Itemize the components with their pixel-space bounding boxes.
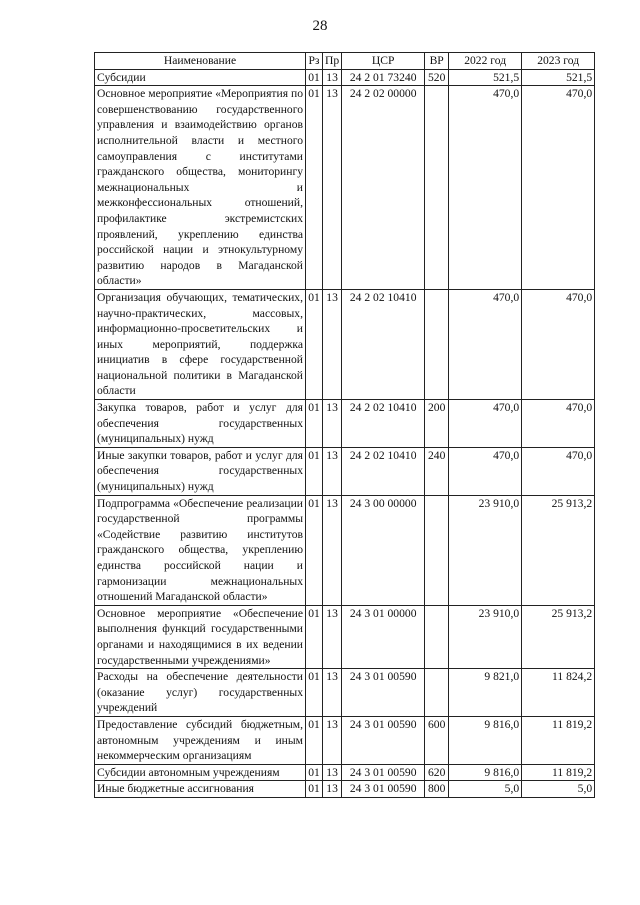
row-2023: 11 824,2 bbox=[522, 669, 595, 717]
header-vr: ВР bbox=[425, 53, 449, 70]
row-2022: 23 910,0 bbox=[449, 495, 522, 605]
header-name: Наименование bbox=[95, 53, 306, 70]
table-row bbox=[95, 289, 595, 399]
row-name: Основное мероприятие «Обеспечение выполнения функций государственными органами и находящимися в их ведении государственными учреждениями» bbox=[95, 605, 306, 668]
row-vr: 200 bbox=[425, 400, 449, 448]
row-vr: 240 bbox=[425, 447, 449, 495]
row-2022: 470,0 bbox=[449, 86, 522, 290]
row-rz: 01 bbox=[306, 764, 323, 781]
row-vr bbox=[425, 289, 449, 399]
table-row bbox=[95, 669, 595, 717]
row-csr: 24 3 01 00590 bbox=[342, 764, 425, 781]
row-pr: 13 bbox=[323, 605, 342, 668]
row-2023: 25 913,2 bbox=[522, 605, 595, 668]
row-2023: 5,0 bbox=[522, 781, 595, 798]
table-row bbox=[95, 495, 595, 605]
row-pr: 13 bbox=[323, 400, 342, 448]
header-rz: Рз bbox=[306, 53, 323, 70]
row-2023: 470,0 bbox=[522, 289, 595, 399]
row-vr bbox=[425, 605, 449, 668]
row-pr: 13 bbox=[323, 86, 342, 290]
row-vr: 520 bbox=[425, 69, 449, 86]
table-row bbox=[95, 86, 595, 290]
row-vr bbox=[425, 495, 449, 605]
row-2023: 470,0 bbox=[522, 400, 595, 448]
table-row bbox=[95, 781, 595, 798]
row-pr: 13 bbox=[323, 289, 342, 399]
row-name: Субсидии автономным учреждениям bbox=[95, 764, 306, 781]
row-2023: 11 819,2 bbox=[522, 764, 595, 781]
row-2022: 470,0 bbox=[449, 289, 522, 399]
header-csr: ЦСР bbox=[342, 53, 425, 70]
budget-table bbox=[94, 52, 595, 798]
table-row bbox=[95, 716, 595, 764]
row-csr: 24 3 01 00590 bbox=[342, 781, 425, 798]
row-2022: 23 910,0 bbox=[449, 605, 522, 668]
row-vr: 800 bbox=[425, 781, 449, 798]
row-2023: 521,5 bbox=[522, 69, 595, 86]
row-2022: 9 816,0 bbox=[449, 764, 522, 781]
row-rz: 01 bbox=[306, 447, 323, 495]
row-name: Закупка товаров, работ и услуг для обеспечения государственных (муниципальных) нужд bbox=[95, 400, 306, 448]
row-name: Иные бюджетные ассигнования bbox=[95, 781, 306, 798]
row-2022: 9 816,0 bbox=[449, 716, 522, 764]
row-name: Подпрограмма «Обеспечение реализации государственной программы «Содействие развитию институтов гражданского общества, укреплению единства российской нации и гармонизации межнациональных отношений Магаданской области» bbox=[95, 495, 306, 605]
row-name: Организация обучающих, тематических, научно-практических, массовых, информационно-просветительских и иных мероприятий, поддержка инициатив в сфере государственной национальной политики в Магаданской области bbox=[95, 289, 306, 399]
row-csr: 24 2 02 10410 bbox=[342, 400, 425, 448]
row-rz: 01 bbox=[306, 716, 323, 764]
row-rz: 01 bbox=[306, 69, 323, 86]
row-pr: 13 bbox=[323, 716, 342, 764]
row-csr: 24 3 01 00590 bbox=[342, 716, 425, 764]
row-name: Иные закупки товаров, работ и услуг для обеспечения государственных (муниципальных) нужд bbox=[95, 447, 306, 495]
row-pr: 13 bbox=[323, 781, 342, 798]
row-2022: 470,0 bbox=[449, 447, 522, 495]
table-row bbox=[95, 400, 595, 448]
row-name: Предоставление субсидий бюджетным, автономным учреждениям и иным некоммерческим организациям bbox=[95, 716, 306, 764]
row-csr: 24 3 01 00000 bbox=[342, 605, 425, 668]
row-rz: 01 bbox=[306, 669, 323, 717]
row-2023: 470,0 bbox=[522, 86, 595, 290]
table-header-row bbox=[95, 53, 595, 70]
row-rz: 01 bbox=[306, 495, 323, 605]
row-vr: 620 bbox=[425, 764, 449, 781]
row-csr: 24 2 02 10410 bbox=[342, 447, 425, 495]
table-row bbox=[95, 69, 595, 86]
row-2022: 521,5 bbox=[449, 69, 522, 86]
row-2022: 5,0 bbox=[449, 781, 522, 798]
table-row bbox=[95, 764, 595, 781]
row-2023: 470,0 bbox=[522, 447, 595, 495]
row-rz: 01 bbox=[306, 400, 323, 448]
table-row bbox=[95, 447, 595, 495]
row-rz: 01 bbox=[306, 289, 323, 399]
row-rz: 01 bbox=[306, 86, 323, 290]
row-csr: 24 2 02 10410 bbox=[342, 289, 425, 399]
header-pr: Пр bbox=[323, 53, 342, 70]
row-vr bbox=[425, 86, 449, 290]
table-row bbox=[95, 605, 595, 668]
row-name: Основное мероприятие «Мероприятия по совершенствованию государственного управления и взаимодействию органов исполнительной власти и местного самоуправления с институтами гражданского общества, мониторингу межнациональных и межконфессиональных отношений, профилактике экстремистских проявлений, укреплению единства российской нации и этнокультурному развитию народов в Магаданской области» bbox=[95, 86, 306, 290]
page-number: 28 bbox=[312, 18, 328, 34]
row-csr: 24 3 00 00000 bbox=[342, 495, 425, 605]
header-2022: 2022 год bbox=[449, 53, 522, 70]
row-2023: 25 913,2 bbox=[522, 495, 595, 605]
row-pr: 13 bbox=[323, 495, 342, 605]
row-csr: 24 3 01 00590 bbox=[342, 669, 425, 717]
row-csr: 24 2 02 00000 bbox=[342, 86, 425, 290]
row-rz: 01 bbox=[306, 605, 323, 668]
header-2023: 2023 год bbox=[522, 53, 595, 70]
row-name: Расходы на обеспечение деятельности (оказание услуг) государственных учреждений bbox=[95, 669, 306, 717]
row-csr: 24 2 01 73240 bbox=[342, 69, 425, 86]
row-2023: 11 819,2 bbox=[522, 716, 595, 764]
row-pr: 13 bbox=[323, 669, 342, 717]
row-vr bbox=[425, 669, 449, 717]
row-name: Субсидии bbox=[95, 69, 306, 86]
row-vr: 600 bbox=[425, 716, 449, 764]
row-pr: 13 bbox=[323, 69, 342, 86]
row-rz: 01 bbox=[306, 781, 323, 798]
row-pr: 13 bbox=[323, 447, 342, 495]
row-2022: 9 821,0 bbox=[449, 669, 522, 717]
row-pr: 13 bbox=[323, 764, 342, 781]
row-2022: 470,0 bbox=[449, 400, 522, 448]
